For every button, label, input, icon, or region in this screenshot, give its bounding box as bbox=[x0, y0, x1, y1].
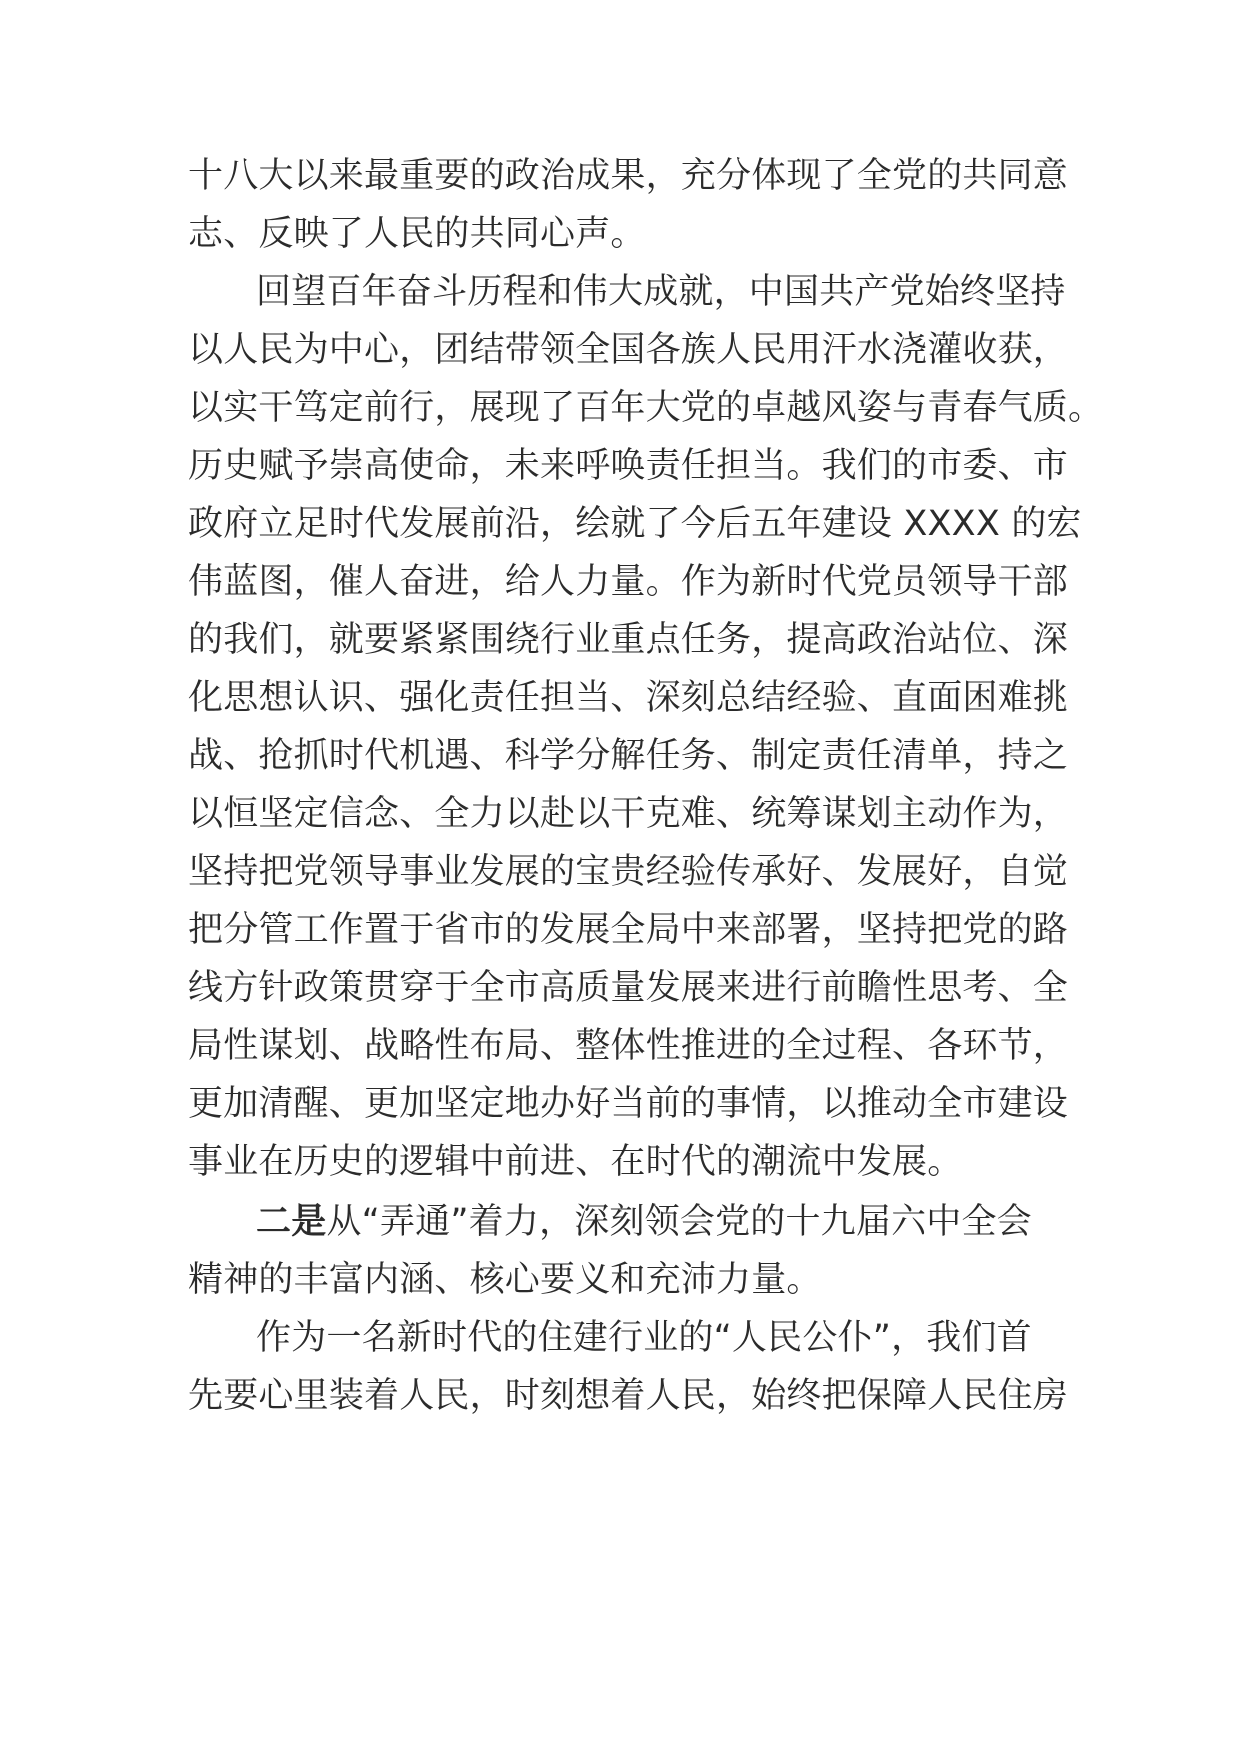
body-line: 以实干笃定前行，展现了百年大党的卓越风姿与青春气质。 bbox=[188, 388, 1104, 428]
section-heading bbox=[256, 1194, 1068, 1250]
section-heading-line: 精神的丰富内涵、核心要义和充沛力量。 bbox=[188, 1260, 822, 1300]
section-label: 二是 bbox=[256, 1202, 327, 1242]
body-line: 化思想认识、强化责任担当、深刻总结经验、直面困难挑 bbox=[188, 678, 1069, 718]
body-line: 以人民为中心，团结带领全国各族人民用汗水浇灌收获， bbox=[188, 330, 1069, 370]
body-line: 历史赋予崇高使命，未来呼唤责任担当。我们的市委、市 bbox=[188, 446, 1069, 486]
section-heading-text: 从“弄通”着力，深刻领会党的十九届六中全会 bbox=[326, 1202, 1032, 1242]
body-line: 把分管工作置于省市的发展全局中来部署，坚持把党的路 bbox=[188, 910, 1069, 950]
body-line: 政府立足时代发展前沿，绘就了今后五年建设 XXXX 的宏 bbox=[188, 504, 1082, 544]
body-line: 坚持把党领导事业发展的宝贵经验传承好、发展好，自觉 bbox=[188, 852, 1069, 892]
body-line: 的我们，就要紧紧围绕行业重点任务，提高政治站位、深 bbox=[188, 620, 1069, 660]
paragraph-first-line: 回望百年奋斗历程和伟大成就，中国共产党始终坚持 bbox=[256, 272, 1066, 312]
body-line: 战、抢抓时代机遇、科学分解任务、制定责任清单，持之 bbox=[188, 736, 1069, 776]
body-line: 志、反映了人民的共同心声。 bbox=[188, 214, 646, 254]
paragraph-first-line: 作为一名新时代的住建行业的“人民公仆”，我们首 bbox=[256, 1318, 1032, 1358]
body-line: 伟蓝图，催人奋进，给人力量。作为新时代党员领导干部 bbox=[188, 562, 1069, 602]
body-line: 线方针政策贯穿于全市高质量发展来进行前瞻性思考、全 bbox=[188, 968, 1069, 1008]
body-line: 以恒坚定信念、全力以赴以干克难、统筹谋划主动作为， bbox=[188, 794, 1069, 834]
body-line: 先要心里装着人民，时刻想着人民，始终把保障人民住房 bbox=[188, 1376, 1069, 1416]
body-line: 更加清醒、更加坚定地办好当前的事情，以推动全市建设 bbox=[188, 1084, 1069, 1124]
body-line: 事业在历史的逻辑中前进、在时代的潮流中发展。 bbox=[188, 1142, 963, 1182]
body-line: 局性谋划、战略性布局、整体性推进的全过程、各环节， bbox=[188, 1026, 1069, 1066]
body-line: 十八大以来最重要的政治成果，充分体现了全党的共同意 bbox=[188, 156, 1069, 196]
